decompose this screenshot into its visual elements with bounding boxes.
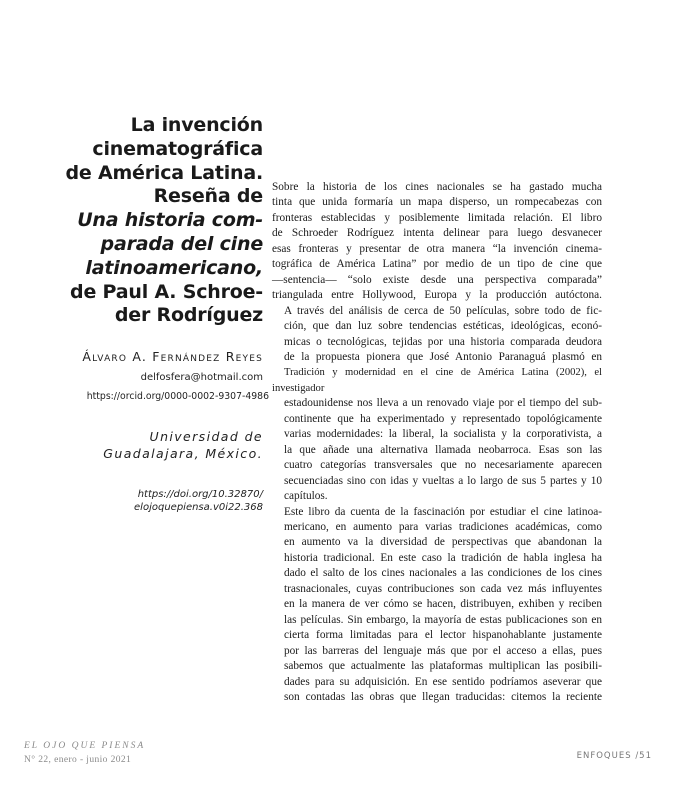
body-line: Este libro da cuenta de la fascinación por estudiar el cine latinoa- bbox=[284, 505, 602, 518]
body-line: tográfica de América Latina” por medio de un tipo de cine que bbox=[272, 258, 602, 271]
title-line: de Paul A. Schroe- bbox=[70, 280, 263, 303]
body-line: continente que ha experimentado y representado topológicamente bbox=[284, 412, 602, 425]
body-line: varias modernidades: la liberal, la socialista y la corporativista, a bbox=[284, 428, 602, 441]
doi-line: https://doi.org/10.32870/ bbox=[137, 489, 263, 501]
title-line: der Rodríguez bbox=[114, 304, 263, 327]
front-matter bbox=[20, 114, 269, 514]
body-line: estadounidense nos lleva a un renovado viaje por el tiempo del sub- bbox=[284, 397, 602, 410]
journal-issue: N° 22, enero - junio 2021 bbox=[24, 755, 132, 765]
body-line: esas fronteras y presentar de otra manera “la invención cinema- bbox=[272, 242, 602, 255]
author-orcid-link[interactable]: https://orcid.org/0000-0002-9307-4986 bbox=[86, 391, 269, 403]
title-line: latinoamericano, bbox=[85, 256, 263, 279]
body-line: capítulos. bbox=[284, 490, 328, 503]
paragraph bbox=[272, 304, 602, 505]
footer-journal-info bbox=[24, 739, 145, 767]
body-line: —sentencia— “solo existe desde una perspectiva comparada” bbox=[272, 273, 602, 286]
body-line: dades para su adquisición. En ese sentido podríamos aseverar que bbox=[284, 675, 602, 688]
body-line: trasnacionales, cuyas contribuciones son cada vez más influyentes bbox=[284, 582, 602, 595]
affiliation bbox=[20, 428, 263, 462]
affiliation-line: Universidad de bbox=[149, 429, 263, 445]
doi-link[interactable] bbox=[20, 488, 263, 514]
body-line: secuenciadas sino con idas y vueltas a lo largo de sus 5 partes y 10 bbox=[284, 474, 602, 487]
body-line: en aumento va la diversidad de perspectivas que abandonan la bbox=[284, 536, 602, 549]
paragraph bbox=[272, 180, 602, 304]
body-line: cuatro categorías transversales que no necesariamente aparecen bbox=[284, 459, 602, 472]
body-line: mericano, en aumento para varias tradiciones académicas, como bbox=[284, 520, 602, 533]
body-line: sabemos que actualmente las plataformas multiplican las posibili- bbox=[284, 660, 602, 673]
section-page-number: ENFOQUES /51 bbox=[576, 751, 652, 761]
body-line: triangulada entre Hollywood, Europa y la producción autóctona. bbox=[272, 289, 602, 302]
body-line: son contadas las obras que llegan traducidas: citemos la reciente bbox=[284, 690, 602, 703]
body-line: cierta forma limitadas para el lector hispanohablante justamente bbox=[284, 629, 602, 642]
title-line: cinematográfica bbox=[92, 137, 263, 160]
body-line: ción, que dan luz sobre tendencias estéticas, ideológicas, econó- bbox=[284, 320, 602, 333]
body-line: en la manera de ver cómo se hacen, distribuyen, exhiben y reciben bbox=[284, 598, 602, 611]
body-line: Tradición y modernidad en el cine de América Latina (2002), el investigador bbox=[272, 367, 602, 394]
body-line: micas o tecnológicas, tejidas por una historia comparada deudora bbox=[284, 335, 602, 348]
article-body bbox=[272, 180, 602, 705]
body-line: fronteras establecidas y posiblemente limitada relación. El libro bbox=[272, 211, 602, 224]
title-line: La invención bbox=[130, 114, 263, 136]
body-line: A través del análisis de cerca de 50 películas, sobre todo de fic- bbox=[284, 304, 602, 317]
body-line: tinta que unida formaría un mapa disperso, un rompecabezas con bbox=[272, 196, 602, 209]
affiliation-line: Guadalajara, México. bbox=[103, 446, 263, 462]
body-line: de Schroeder Rodríguez intenta delinear para luego desvanecer bbox=[272, 227, 602, 240]
body-line: la que añade una alternativa llamada neobarroca. Esas son las bbox=[284, 443, 602, 456]
body-line: las películas. Sin embargo, la mayoría de estas publicaciones son en bbox=[284, 613, 602, 626]
title-line: Una historia com- bbox=[77, 209, 263, 232]
body-line: por las barreras del lenguaje más que por el acceso a ellas, pues bbox=[284, 644, 602, 657]
paragraph bbox=[272, 505, 602, 706]
title-line: Reseña de bbox=[153, 185, 263, 208]
journal-name: EL OJO QUE PIENSA bbox=[24, 741, 146, 751]
article-title bbox=[20, 114, 263, 328]
author-email-link[interactable]: delfosfera@hotmail.com bbox=[140, 372, 263, 384]
body-line: de la propuesta pionera que José Antonio Paranaguá plasmó en bbox=[284, 350, 602, 363]
body-line: Sobre la historia de los cines nacionales se ha gastado mucha bbox=[272, 181, 602, 193]
doi-line: elojoquepiensa.v0i22.368 bbox=[134, 502, 263, 514]
title-line: parada del cine bbox=[100, 232, 263, 255]
body-line: dado el salto de los cines nacionales a las condiciones de los cines bbox=[284, 567, 602, 580]
title-line: de América Latina. bbox=[65, 161, 263, 184]
author-name: Álvaro A. Fernández Reyes bbox=[82, 349, 263, 365]
body-line: historia tradicional. En este caso la tradición de habla inglesa ha bbox=[284, 551, 602, 564]
